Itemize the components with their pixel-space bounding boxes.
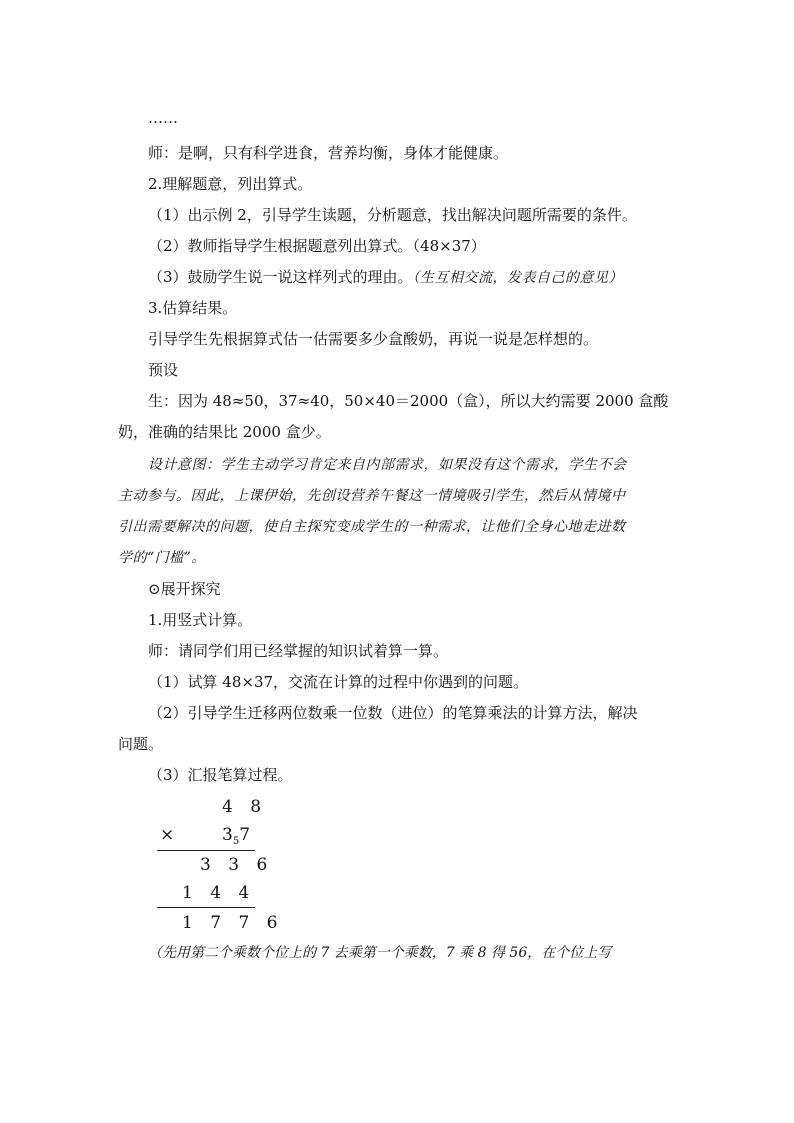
item-2-formula: （48×37） (412, 237, 486, 255)
item-2 (148, 236, 486, 256)
final-product: 1 7 7 6 (182, 913, 284, 933)
design-intent-4: 学的“门槛”。 (118, 550, 206, 566)
explanation-note: （先用第二个乘数个位上的 7 去乘第一个乘数，7 乘 8 得 56，在个位上写 (148, 945, 612, 961)
section-heading-explore: ⊙展开探究 (148, 580, 221, 598)
rule-1 (157, 850, 255, 851)
times-sign: × (160, 825, 181, 845)
design-intent-1: 设计意图：学生主动学习肯定来自内部需求，如果没有这个需求，学生不会 (148, 457, 627, 473)
multiplier-ones: 7 (239, 825, 251, 845)
multiplier (222, 825, 250, 848)
item-1b: （1）试算 48×37，交流在计算的过程中你遇到的问题。 (148, 673, 529, 691)
student-answer-1: 生：因为 48≈50，37≈40，50×40＝2000（盒），所以大约需要 2000 盒酸 (148, 392, 669, 410)
preset-label: 预设 (148, 361, 179, 379)
item-2b-1: （2）引导学生迁移两位数乘一位数（进位）的笔算乘法的计算方法，解决 (148, 704, 638, 722)
item-3-text: （3）鼓励学生说一说这样列式的理由。 (148, 268, 413, 286)
step-2-heading: 2.理解题意，列出算式。 (148, 175, 313, 193)
ellipsis: …… (148, 109, 178, 127)
design-intent-2: 主动参与。因此，上课伊始，先创设营养午餐这一情境吸引学生，然后从情境中 (118, 488, 626, 504)
teacher-line-1: 师：是啊，只有科学进食，营养均衡，身体才能健康。 (148, 144, 509, 162)
item-1: （1）出示例 2，引导学生读题，分析题意，找出解决问题所需要的条件。 (148, 206, 637, 224)
student-answer-2: 奶，准确的结果比 2000 盒少。 (118, 423, 331, 441)
carry-digit: 5 (232, 836, 240, 847)
item-2-text: （2）教师指导学生根据题意列出算式。 (148, 237, 413, 255)
item-3 (148, 267, 623, 288)
teacher-line-2: 师：请同学们用已经掌握的知识试着算一算。 (148, 642, 449, 660)
design-intent-3: 引出需要解决的问题，使自主探究变成学生的一种需求，让他们全身心地走进数 (118, 519, 626, 535)
rule-2 (157, 907, 255, 908)
guide-estimate: 引导学生先根据算式估一估需要多少盒酸奶，再说一说是怎样想的。 (148, 330, 599, 348)
multiplier-tens: 3 (222, 825, 233, 845)
item-3-note: （生互相交流，发表自己的意见） (412, 270, 624, 286)
multiplicand: 4 8 (222, 797, 268, 817)
step-1-heading: 1.用竖式计算。 (148, 611, 253, 629)
item-3b: （3）汇报笔算过程。 (148, 766, 293, 784)
step-3-heading: 3.估算结果。 (148, 299, 238, 317)
partial-product-1: 3 3 6 (200, 855, 274, 875)
partial-product-2: 1 4 4 (182, 883, 256, 903)
item-2b-2: 问题。 (118, 735, 164, 753)
